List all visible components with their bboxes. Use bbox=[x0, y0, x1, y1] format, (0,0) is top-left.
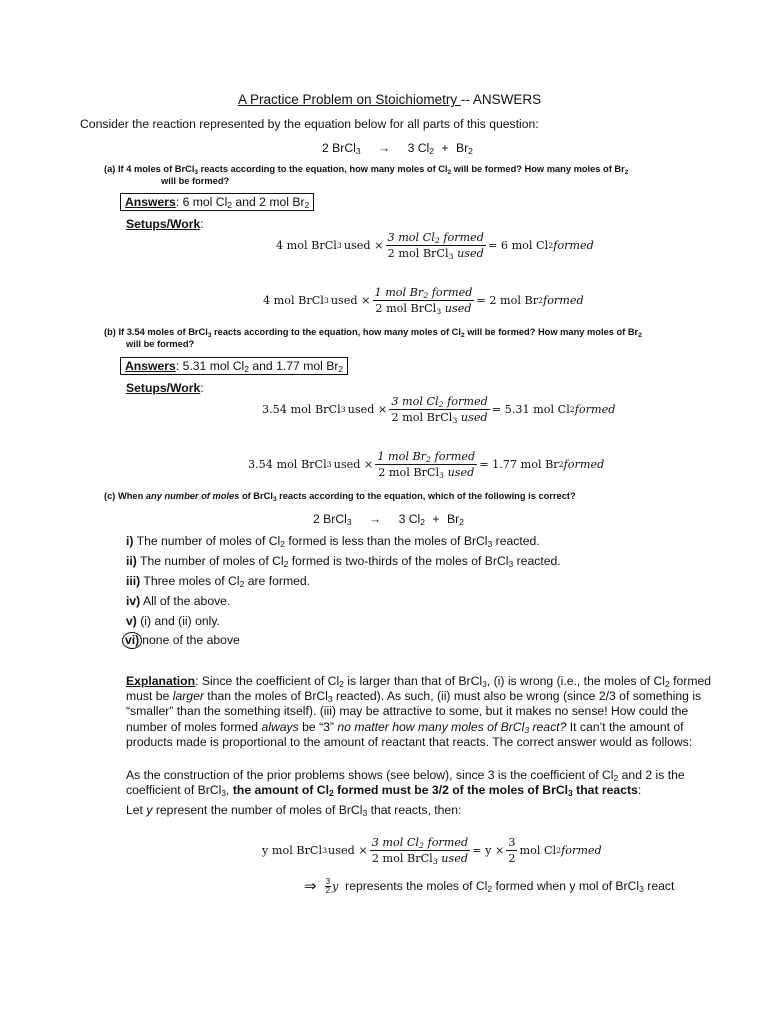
eq-lead-tail: used × bbox=[343, 239, 384, 252]
frac-den: 2 bbox=[508, 852, 516, 865]
eq-result-tail: formed bbox=[561, 844, 602, 857]
intro-text: Consider the reaction represented by the equation below for all parts of this question: bbox=[80, 117, 539, 131]
frac-den-tail: used bbox=[444, 466, 475, 479]
answers-sub-2: 2 bbox=[338, 364, 344, 374]
exp-sub: 2 bbox=[664, 679, 670, 689]
answers-label: Answers bbox=[125, 359, 176, 373]
fraction bbox=[373, 286, 475, 315]
answers-sub-2: 2 bbox=[304, 200, 310, 210]
frac-den-sub: 3 bbox=[432, 857, 438, 866]
plus-sign: + bbox=[441, 141, 449, 155]
option-label: ii) bbox=[126, 554, 137, 568]
option-sub2: 3 bbox=[487, 539, 493, 549]
exp-text: It can’t the amount of products made is proportional to the amount of reactant that reacts. The correct answer would as follows: bbox=[126, 719, 693, 749]
frac-den: 2 bbox=[325, 885, 331, 895]
conclusion-sub: 2 bbox=[487, 884, 493, 894]
frac-num-sub: 2 bbox=[426, 455, 432, 464]
question-a bbox=[104, 164, 628, 174]
fraction bbox=[389, 395, 489, 424]
qb-text-3: will be formed? How many moles of Br bbox=[464, 327, 639, 337]
qa-text-3: will be formed? How many moles of Br bbox=[451, 164, 625, 174]
equation-b1: 3.54 mol BrCl 3 used × $\frac{3 mol Cl_2 formed}{2 mol BrCl_3 used}$ = 5.31 mol Cl 2 formed bbox=[262, 395, 616, 425]
eq-result: mol Cl bbox=[519, 844, 557, 857]
option-sub: 2 bbox=[239, 579, 245, 589]
option-label: v) bbox=[126, 614, 137, 628]
frac-num-tail: formed bbox=[439, 231, 484, 244]
exp-bold: formed must be 3/2 of the moles of BrCl bbox=[333, 783, 569, 798]
setups-label: Setups/Work bbox=[126, 381, 201, 395]
eq-result: = 5.31 mol Cl bbox=[491, 403, 570, 416]
page-title bbox=[238, 92, 541, 107]
answers-box-b bbox=[120, 357, 348, 375]
conclusion-line bbox=[304, 877, 674, 895]
option-label: iii) bbox=[126, 574, 141, 588]
product-2-sub: 2 bbox=[459, 517, 464, 527]
eq-lead: 3.54 mol BrCl bbox=[248, 458, 327, 471]
qa-sub-2: 2 bbox=[447, 169, 452, 176]
eq-lead-tail: used × bbox=[347, 403, 388, 416]
qc-text-2: of BrCl bbox=[239, 491, 273, 501]
product-1: 3 Cl bbox=[398, 512, 421, 526]
exp-text: and 2 is the coefficient of BrCl bbox=[126, 768, 685, 798]
frac-den-sub: 3 bbox=[436, 307, 442, 316]
frac-num-tail: formed bbox=[431, 450, 476, 463]
answers-text-2: and 2 mol Br bbox=[232, 195, 305, 209]
equation-a1: 4 mol BrCl 3 used × $\frac{3 mol Cl_2 formed}{2 mol BrCl_3 used}$ = 6 mol Cl 2 formed bbox=[276, 231, 594, 261]
question-b-line2: will be formed? bbox=[126, 339, 195, 349]
frac-num: 3 mol Cl bbox=[371, 836, 420, 849]
plus-sign: + bbox=[432, 512, 440, 526]
qb-sub-1: 3 bbox=[207, 332, 212, 339]
eq-result-tail: formed bbox=[563, 458, 605, 471]
exp-sub: 3 bbox=[482, 679, 487, 689]
product-1: 3 Cl bbox=[407, 141, 430, 155]
setups-colon: : bbox=[200, 217, 204, 231]
frac-den-sub: 3 bbox=[448, 252, 454, 261]
reactant: 2 BrCl bbox=[322, 141, 356, 155]
frac-num: 1 mol Br bbox=[374, 286, 424, 299]
title-main: A Practice Problem on Stoichiometry bbox=[238, 92, 461, 107]
qc-sub: 3 bbox=[272, 496, 277, 503]
exp-sub: 2 bbox=[328, 788, 334, 799]
conclusion-tail: formed when y mol of BrCl bbox=[492, 879, 640, 893]
frac-num-sub: 2 bbox=[434, 236, 440, 245]
explanation-paragraph-2 bbox=[126, 768, 716, 798]
exp-text: , bbox=[226, 783, 233, 798]
qa-text-1: (a) If 4 moles of BrCl bbox=[104, 164, 195, 174]
option-vi-selected bbox=[122, 632, 240, 649]
reactant-sub: 3 bbox=[346, 517, 352, 527]
exp-italic: react? bbox=[529, 719, 567, 734]
frac-num-sub: 2 bbox=[419, 841, 424, 850]
qb-text-2: reacts according to the equation, how many moles of Cl bbox=[211, 327, 461, 337]
option-ii bbox=[126, 554, 561, 568]
eq-result-tail: formed bbox=[574, 403, 616, 416]
eq-lead: 4 mol BrCl bbox=[263, 294, 324, 307]
exp-text: As the construction of the prior problems shows (see below), since 3 is the coefficient of Cl bbox=[126, 768, 614, 782]
option-tail: formed is two-thirds of the moles of BrCl bbox=[288, 554, 509, 568]
exp-sub: 2 bbox=[613, 773, 619, 783]
reaction-equation bbox=[322, 141, 473, 155]
exp-sub: 3 bbox=[362, 808, 368, 818]
fraction bbox=[370, 836, 470, 865]
qc-text-3: reacts according to the equation, which of the following is correct? bbox=[276, 491, 576, 501]
eq-lead-tail: used × bbox=[328, 844, 368, 857]
exp-sub: 3 bbox=[568, 788, 573, 799]
answers-text-2: and 1.77 mol Br bbox=[248, 359, 339, 373]
setups-label: Setups/Work bbox=[126, 217, 201, 231]
variable-y: y bbox=[332, 879, 339, 893]
reaction-arrow: → bbox=[369, 512, 382, 526]
product-2-sub: 2 bbox=[468, 146, 473, 156]
eq-result-tail: formed bbox=[553, 239, 594, 252]
frac-num-tail: formed bbox=[428, 286, 473, 299]
option-text: Three moles of Cl bbox=[140, 574, 240, 588]
conclusion-sub2: 3 bbox=[639, 884, 644, 894]
option-label: i) bbox=[126, 534, 134, 548]
fraction-small bbox=[325, 878, 331, 895]
frac-den-tail: used bbox=[441, 302, 472, 315]
eq-lead: 3.54 mol BrCl bbox=[262, 403, 341, 416]
setups-label-b bbox=[126, 381, 204, 395]
reactant: 2 BrCl bbox=[313, 512, 347, 526]
qa-sub-3: 2 bbox=[624, 169, 629, 176]
answers-text-1: : 6 mol Cl bbox=[175, 195, 228, 209]
product-2: Br bbox=[446, 512, 460, 526]
frac-num-tail: formed bbox=[443, 395, 488, 408]
exp-italic: y bbox=[146, 803, 153, 817]
option-v bbox=[126, 614, 220, 628]
qb-sub-2: 2 bbox=[460, 332, 465, 339]
eq-lead: 4 mol BrCl bbox=[276, 239, 337, 252]
frac-den-tail: used bbox=[457, 411, 488, 424]
option-text: The number of moles of Cl bbox=[136, 554, 284, 568]
option-sub: 2 bbox=[280, 539, 285, 549]
frac-den: 2 mol BrCl bbox=[375, 302, 437, 315]
frac-num: 1 mol Br bbox=[377, 450, 427, 463]
option-iv bbox=[126, 594, 230, 608]
qc-text-1: (c) When bbox=[104, 491, 146, 501]
explanation-label: Explanation bbox=[126, 674, 196, 688]
option-sub2: 3 bbox=[508, 559, 514, 569]
frac-num-sub: 2 bbox=[438, 400, 444, 409]
frac-num-tail: formed bbox=[424, 836, 469, 849]
exp-text: reacted). As such, (ii) must also be wrong (since 2/3 of something is “smaller” than the something itself). (iii) may be attractive to some, but it makes no sense! How could the number of moles formed bbox=[126, 689, 702, 734]
option-sub: 2 bbox=[283, 559, 289, 569]
option-tail: are formed. bbox=[244, 574, 311, 588]
eq-lead-tail: used × bbox=[330, 294, 371, 307]
option-text: none of the above bbox=[142, 633, 240, 647]
option-i bbox=[126, 534, 540, 548]
setups-label-a bbox=[126, 217, 204, 231]
option-iii bbox=[126, 574, 310, 588]
eq-result: = 1.77 mol Br bbox=[479, 458, 559, 471]
option-end: reacted. bbox=[492, 534, 540, 548]
product-2: Br bbox=[455, 141, 469, 155]
option-text: The number of moles of Cl bbox=[133, 534, 281, 548]
equation-a2: 4 mol BrCl 3 used × $\frac{1 mol Br_2 formed}{2 mol BrCl_3 used}$ = 2 mol Br 2 formed bbox=[263, 286, 584, 316]
exp-sub: 3 bbox=[327, 694, 333, 705]
option-label: iv) bbox=[126, 594, 141, 608]
frac-den: 2 mol BrCl bbox=[371, 852, 433, 865]
answers-box-a bbox=[120, 193, 314, 211]
option-text: All of the above. bbox=[140, 594, 231, 608]
exp-text: be “3” bbox=[298, 719, 338, 734]
exp-text: is larger than that of BrCl bbox=[343, 674, 483, 688]
answers-text-1: : 5.31 mol Cl bbox=[175, 359, 245, 373]
reactant-sub: 3 bbox=[355, 146, 361, 156]
exp-text: than the moles of BrCl bbox=[203, 689, 328, 704]
exp-italic: no matter how many moles of BrCl bbox=[337, 719, 525, 734]
exp-italic: always bbox=[261, 719, 299, 734]
exp-sub: 3 bbox=[221, 788, 227, 799]
title-suffix: -- ANSWERS bbox=[460, 92, 542, 107]
reaction-arrow: → bbox=[378, 141, 391, 155]
question-a-line2: will be formed? bbox=[161, 176, 230, 186]
frac-num: 3 bbox=[325, 876, 331, 886]
answers-sub-1: 2 bbox=[244, 364, 249, 374]
eq-lead-tail: used × bbox=[333, 458, 374, 471]
option-text: (i) and (ii) only. bbox=[136, 614, 220, 628]
exp-text: formed must be bbox=[126, 674, 712, 704]
eq-result: = 2 mol Br bbox=[476, 294, 539, 307]
exp-sub: 2 bbox=[339, 679, 344, 689]
qa-sub-1: 3 bbox=[194, 169, 199, 176]
answers-label: Answers bbox=[125, 195, 176, 209]
eq-lead: y mol BrCl bbox=[262, 844, 323, 857]
eq-result-tail: formed bbox=[543, 294, 584, 307]
exp-text: , (i) is wrong (i.e., the moles of Cl bbox=[486, 674, 665, 688]
frac-num: 3 mol Cl bbox=[391, 395, 439, 408]
qa-text-2: reacts according to the equation, how many moles of Cl bbox=[198, 164, 448, 174]
frac-num: 3 mol Cl bbox=[387, 231, 435, 244]
frac-den-tail: used bbox=[453, 247, 484, 260]
setups-colon: : bbox=[200, 381, 204, 395]
conclusion-text: represents the moles of Cl bbox=[338, 879, 488, 893]
explanation-paragraph bbox=[126, 674, 716, 750]
exp-sub: 3 bbox=[524, 724, 530, 735]
exp-italic: larger bbox=[172, 689, 204, 704]
eq-result: = 6 mol Cl bbox=[487, 239, 549, 252]
frac-den-sub: 3 bbox=[452, 416, 458, 425]
fraction-three-halves bbox=[506, 836, 517, 865]
implies-arrow-icon: ⇒ bbox=[304, 878, 317, 895]
exp-bold: that reacts bbox=[572, 783, 638, 798]
product-1-sub: 2 bbox=[429, 146, 435, 156]
frac-den-sub: 3 bbox=[439, 471, 445, 480]
qc-italic: any number of moles bbox=[145, 491, 240, 501]
qb-sub-3: 2 bbox=[638, 332, 642, 339]
frac-den: 2 mol BrCl bbox=[387, 247, 449, 260]
conclusion-end: react bbox=[643, 879, 675, 893]
option-end: reacted. bbox=[513, 554, 561, 568]
question-b bbox=[104, 327, 642, 337]
explanation-paragraph-3 bbox=[126, 803, 716, 818]
answers-sub-1: 2 bbox=[227, 200, 233, 210]
option-label-circled: vi) bbox=[122, 632, 142, 649]
fraction bbox=[375, 450, 477, 479]
exp-bold: the amount of Cl bbox=[232, 783, 329, 798]
equation-b2: 3.54 mol BrCl 3 used × $\frac{1 mol Br_2 formed}{2 mol BrCl_3 used}$ = 1.77 mol Br 2 formed bbox=[248, 450, 605, 480]
frac-num-sub: 2 bbox=[423, 291, 429, 300]
qb-text-1: (b) If 3.54 moles of BrCl bbox=[104, 327, 208, 337]
exp-text: : bbox=[637, 783, 642, 798]
reaction-equation-repeat bbox=[313, 512, 464, 526]
exp-text: Let bbox=[126, 803, 147, 817]
frac-num: 3 bbox=[508, 836, 516, 849]
exp-text: represent the number of moles of BrCl bbox=[152, 803, 363, 817]
exp-text: that reacts, then: bbox=[367, 803, 462, 817]
frac-den: 2 mol BrCl bbox=[391, 411, 453, 424]
question-c bbox=[104, 491, 576, 501]
frac-den: 2 mol BrCl bbox=[378, 466, 440, 479]
equation-general: y mol BrCl 3 used × $\frac{3 mol Cl_2 formed}{2 mol BrCl_3 used}$ = y × $\frac{3}{2}$ mol Cl 2 formed bbox=[262, 836, 602, 866]
option-tail: formed is less than the moles of BrCl bbox=[284, 534, 488, 548]
frac-den-tail: used bbox=[437, 852, 469, 865]
exp-text: : Since the coefficient of Cl bbox=[195, 674, 340, 688]
fraction bbox=[386, 231, 486, 260]
eq-mid: = y × bbox=[472, 844, 505, 857]
product-1-sub: 2 bbox=[420, 517, 426, 527]
